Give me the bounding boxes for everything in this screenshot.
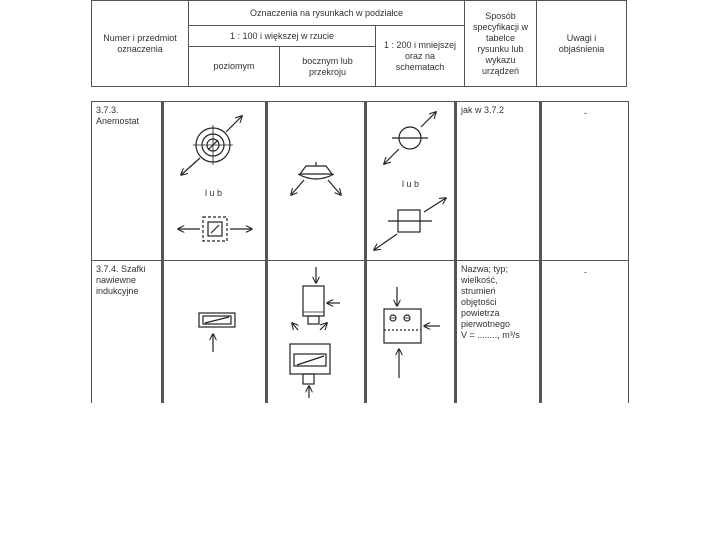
spec-line-6: pierwotnego	[461, 319, 511, 329]
header-designations-text: Oznaczenia na rysunkach w podziałce	[249, 7, 404, 18]
spec-line-2: wielkość,	[461, 275, 498, 285]
anemostat-square-icon	[178, 217, 252, 241]
header-number-subject-text: Numer i przedmiot oznaczenia	[103, 32, 177, 54]
induction-unit-section-icon	[290, 267, 340, 398]
row-induction-item-text: 3.7.4. Szafki nawiewne indukcyjne	[96, 264, 146, 296]
row-anemostat-spec-text: jak w 3.7.2	[461, 105, 505, 115]
header-notes-text: Uwagi i objaśnienia	[558, 32, 605, 54]
spec-line-5: powietrza	[461, 308, 500, 318]
or-label-1: l u b	[205, 188, 223, 198]
header-scale-200-text: 1 : 200 i mniejszej oraz na schematach	[383, 39, 457, 72]
anemostat-schematic-icon	[384, 112, 436, 164]
anemostat-section-icon	[291, 162, 341, 195]
induction-unit-plan-icon	[199, 313, 235, 352]
spec-line-1: Nazwa; typ;	[461, 264, 509, 274]
spec-line-4: objętości	[461, 297, 497, 307]
header-scale-100-text: 1 : 100 i większej w rzucie	[229, 30, 335, 41]
row-induction-notes-text: -	[584, 267, 587, 277]
header-lateral-text: bocznym lub przekroju	[302, 55, 353, 77]
spec-line-3: strumień	[461, 286, 496, 296]
spec-line-7: V = ........, m³/s	[461, 330, 520, 340]
row-anemostat-notes-text: -	[584, 108, 587, 118]
anemostat-plan-icon	[181, 116, 242, 175]
induction-unit-schematic-icon	[384, 287, 440, 378]
header-horizontal-text: poziomym	[213, 61, 255, 71]
anemostat-duct-icon	[374, 198, 446, 250]
or-label-2: l u b	[402, 179, 420, 189]
header-spec-text: Sposób specyfikacji w tabelce rysunku lub wykazu urządzeń	[472, 10, 528, 76]
row-anemostat-item-text: 3.7.3. Anemostat	[96, 105, 140, 126]
